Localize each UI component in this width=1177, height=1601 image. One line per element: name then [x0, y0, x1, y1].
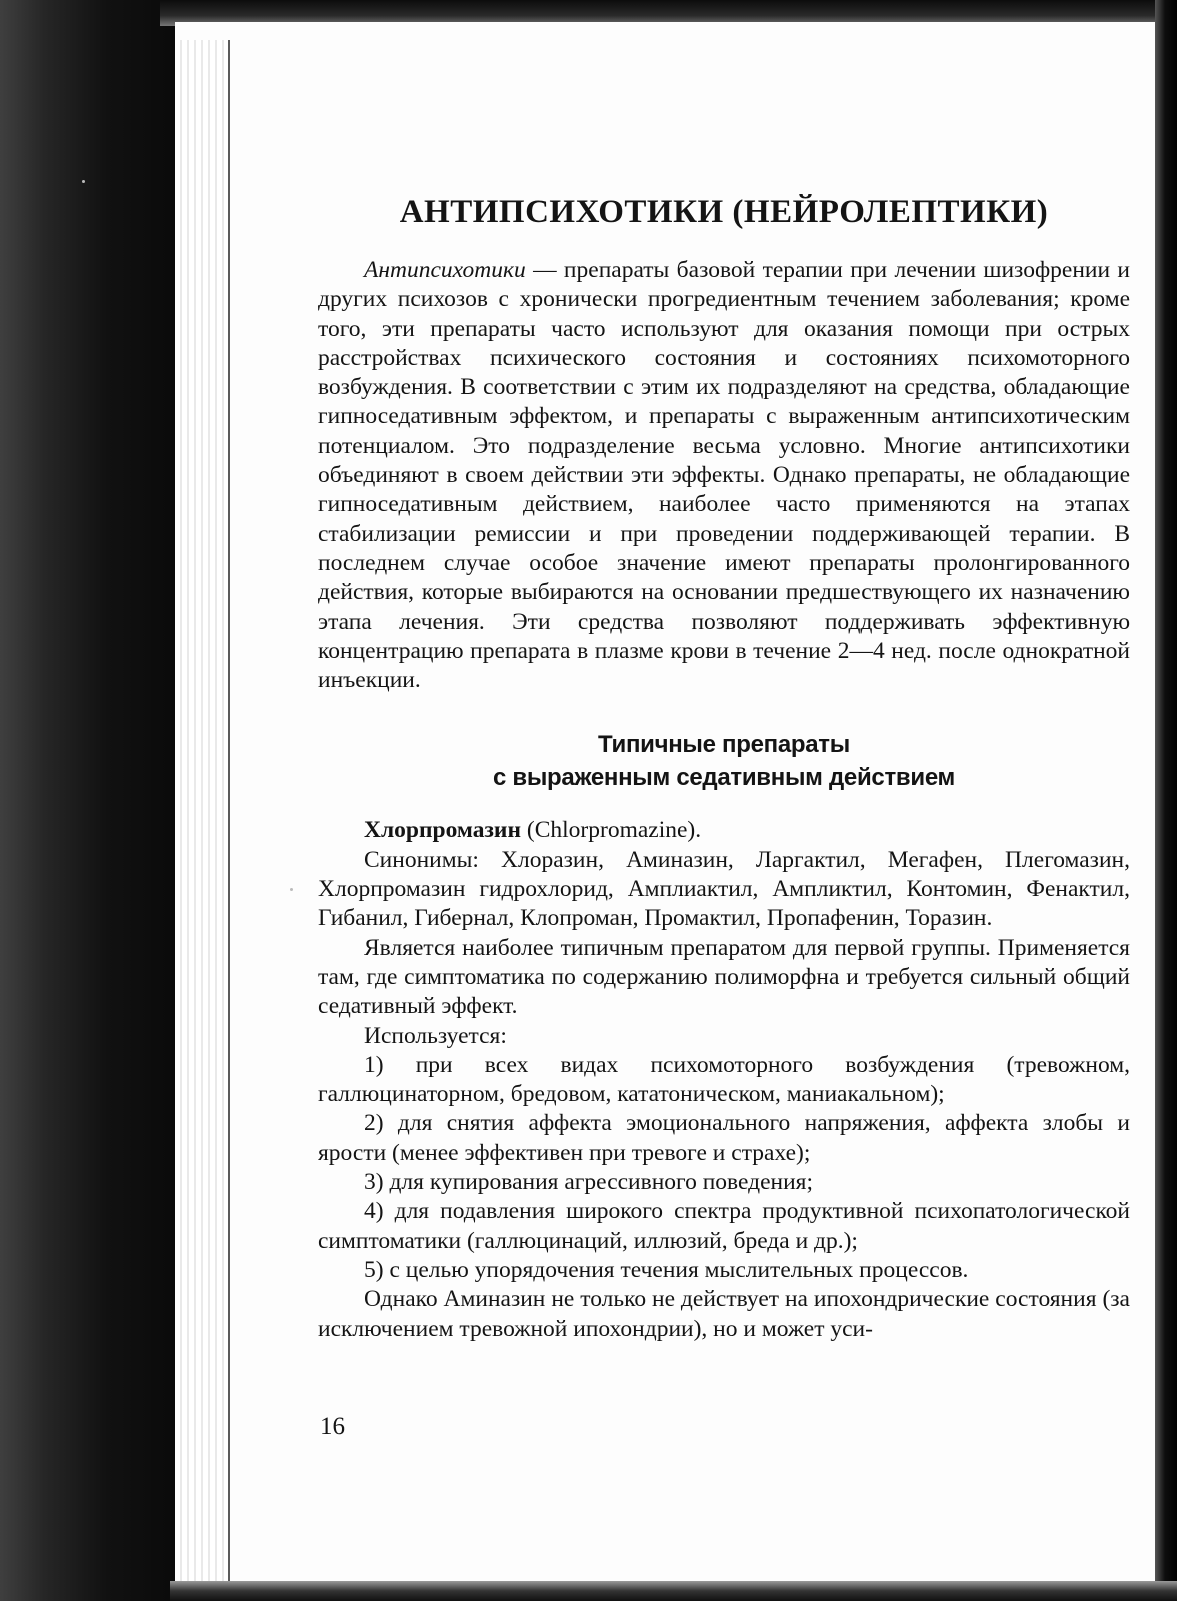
drug-heading [318, 816, 1130, 845]
scan-shadow-left [0, 0, 178, 1601]
drug-use-item: 1) при всех видах психомоторного возбуждения (тревожном, галлюцинаторном, бредовом, кататоническом, маниакальном); [318, 1051, 1130, 1108]
section-title-line-1: Типичные препараты [598, 731, 850, 759]
scan-speck [82, 180, 85, 183]
drug-name: Хлорпромазин [364, 817, 522, 844]
drug-use-item: 3) для купирования агрессивного поведения; [364, 1169, 814, 1196]
intro-text: — препараты базовой терапии при лечении шизофрении и других психозов с хронически прогредиентным течением заболевания; кроме того, эти препараты часто используют для оказания помощи при острых расстройствах психического состояния и состояниях психомоторного возбуждения. В соответствии с этим их подразделяют на средства, обладающие гипноседативным эффектом, и препараты с выраженным антипсихотическим потенциалом. Это подразделение весьма условно. Многие антипсихотики объединяют в своем действии эти эффекты. Однако препараты, не обладающие гипноседативным действием, наиболее часто применяются на этапах стабилизации ремиссии и при проведении поддерживающей терапии. В последнем случае особое значение имеют препараты пролонгированного действия, которые выбираются на основании предшествующего их назначению этапа лечения. Эти средства позволяют поддерживать эффективную концентрацию препарата в плазме крови в течение 2—4 нед. после однократной инъекции. [318, 257, 1130, 694]
drug-latin-name: (Chlorpromazine). [521, 817, 702, 844]
drug-use-item: 4) для подавления широкого спектра продуктивной психопатологической симптоматики (галлюцинаций, иллюзий, бреда и др.); [318, 1198, 1130, 1254]
intro-paragraph [318, 256, 1130, 695]
drug-use-item: 5) с целью упорядочения течения мыслительных процессов. [364, 1256, 969, 1283]
chapter-title: АНТИПСИХОТИКИ (НЕЙРОЛЕПТИКИ) [399, 194, 1049, 230]
intro-italic-term: Антипсихотики [364, 257, 526, 283]
drug-typical-use: Является наиболее типичным препаратом для первой группы. Применяется там, где симптоматика по содержанию полиморфна и требуется сильный общий седативный эффект. [318, 934, 1130, 1020]
section-title [318, 728, 1130, 794]
scan-shadow-right [1155, 0, 1177, 1601]
scan-speck [290, 888, 293, 891]
closing-paragraph: Однако Аминазин не только не действует на ипохондрические состояния (за исключением тревожной ипохондрии), но и может уси- [318, 1286, 1130, 1342]
scan-shadow-bottom [170, 1581, 1177, 1601]
section-title-line-2: с выраженным седативным действием [492, 764, 955, 792]
page-gutter-line [228, 40, 230, 1585]
page-content [318, 190, 1130, 1344]
drug-use-item: 2) для снятия аффекта эмоционального напряжения, аффекта злобы и ярости (менее эффективен при тревоге и страхе); [318, 1110, 1130, 1166]
drug-synonyms: Синонимы: Хлоразин, Аминазин, Ларгактил, Мегафен, Плегомазин, Хлорпромазин гидрохлорид, Амплиактил, Ампликтил, Контомин, Фенактил, Гибанил, Гибернал, Клопроман, Промактил, Пропафенин, Торазин. [318, 846, 1130, 932]
page-stack-edge [175, 40, 230, 1585]
drug-used-label: Используется: [364, 1022, 507, 1049]
page-number: 16 [320, 1413, 345, 1440]
